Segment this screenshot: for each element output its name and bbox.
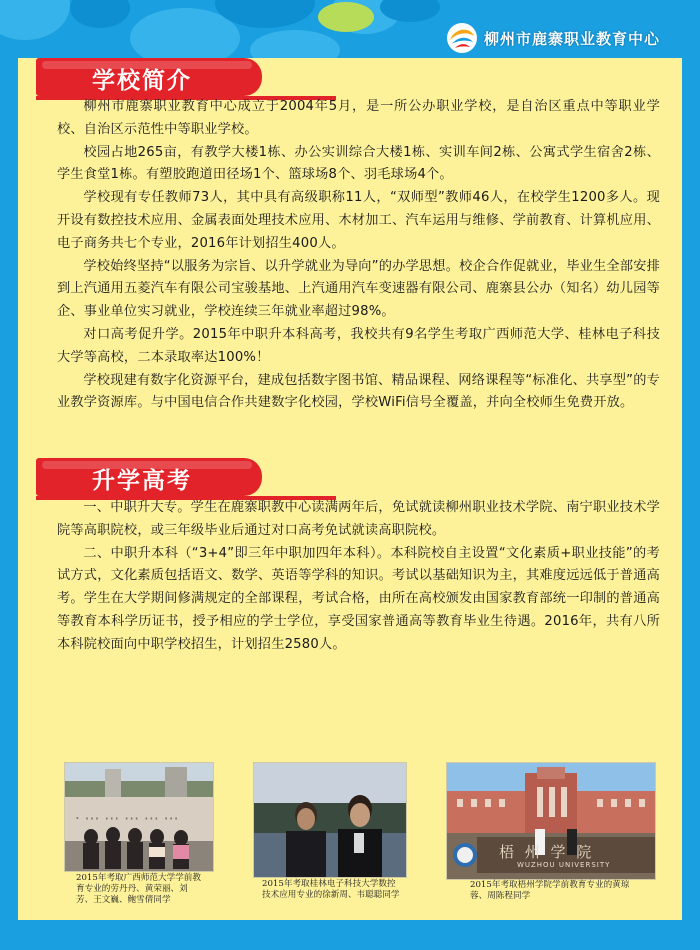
paragraph: 学校现建有数字化资源平台，建成包括数字图书馆、精品课程、网络课程等“标准化、共享型”的专业教学资源库。与中国电信合作共建数字化校园，学校WiFi信号全覆盖，并向全校师生免费开放。 [57,372,660,411]
decor-bubble [0,0,70,40]
bottom-border [0,920,700,950]
photo-caption: 2015年考取桂林电子科技大学数控技术应用专业的徐新周、韦聪聪同学 [262,879,400,900]
section-header-exam [36,458,262,496]
gate-sign-subtext: WUZHOU UNIVERSITY [517,861,611,869]
right-border [682,58,700,920]
top-banner [0,0,700,58]
photo-caption: 2015年考取梧州学院学前教育专业的黄琼蓉、周陈程同学 [470,880,630,901]
decor-bubble [318,2,374,32]
section-title: 升学高考 [92,468,192,494]
paragraph: 对口高考促升学。2015年中职升本科高考，我校共有9名学生考取广西师范大学、桂林电子科技大学等高校，二本录取率达100%！ [57,326,660,365]
photo-caption: 2015年考取广西师范大学学前教育专业的劳丹丹、黄荣丽、刘芳、王文巍、鲍雪倩同学 [76,873,201,905]
section-header-intro [36,58,262,96]
paragraph: 二、中职升本科（“3+4”即三年中职加四年本科）。本科院校自主设置“文化素质+职业技能”的考试方式，文化素质包括语文、数学、英语等学科的知识。考试以基础知识为主，其难度远远低于普通高考。学生在大学期间修满规定的全部课程，考试合格，由所在高校颁发由国家教育部统一印制的普通高等教育本科学历证书，授予相应的学士学位，享受国家普通高等教育毕业生待遇。2016年，共有八所本科院校面向中职学校招生，计划招生2580人。 [57,545,660,652]
photo-university-gate [446,762,656,880]
decor-bubble [70,0,130,28]
school-logo [446,22,660,54]
paragraph: 学校现有专任教师73人，其中具有高级职称11人，“双师型”教师46人，在校学生1200多人。现开设有数控技术应用、金属表面处理技术应用、木材加工、汽车运用与维修、学前教育、计算机应用、电子商务共七个专业，2016年计划招生400人。 [57,190,660,251]
paragraph: 校园占地265亩，有教学大楼1栋、办公实训综合大楼1栋、实训车间2栋、公寓式学生宿舍2栋、学生食堂1栋。有塑胶跑道田径场1个、篮球场8个、羽毛球场4个。 [57,144,660,183]
section-title: 学校简介 [92,68,192,94]
paragraph: 一、中职升大专。学生在鹿寨职教中心读满两年后，免试就读柳州职业技术学院、南宁职业技术学院等高职院校，或三年级毕业后通过对口高考免试就读高职院校。 [57,500,660,538]
intro-text [57,96,660,415]
school-emblem-icon [446,22,478,54]
paragraph: 柳州市鹿寨职业教育中心成立于2004年5月，是一所公办职业学校，是自治区重点中等职业学校、自治区示范性中等职业学校。 [57,99,660,137]
svg-text:· ⋯ ⋯ ⋯ ⋯ ⋯: · ⋯ ⋯ ⋯ ⋯ ⋯ [75,809,179,827]
photo-group-five-students [64,762,214,872]
gate-sign-text: 梧 州 学 院 [499,843,595,861]
photo-two-students [253,762,407,878]
school-name: 柳州市鹿寨职业教育中心 [483,29,660,48]
left-border [0,58,18,920]
decor-bubble [250,30,340,58]
exam-text [57,497,660,657]
paragraph: 学校始终坚持“以服务为宗旨、以升学就业为导向”的办学思想。校企合作促就业，毕业生全部安排到上汽通用五菱汽车有限公司宝骏基地、上汽通用汽车变速器有限公司、鹿寨县公办（知名）幼儿园等企、事业单位实习就业，学校连续三年就业率超过98%。 [57,258,660,320]
